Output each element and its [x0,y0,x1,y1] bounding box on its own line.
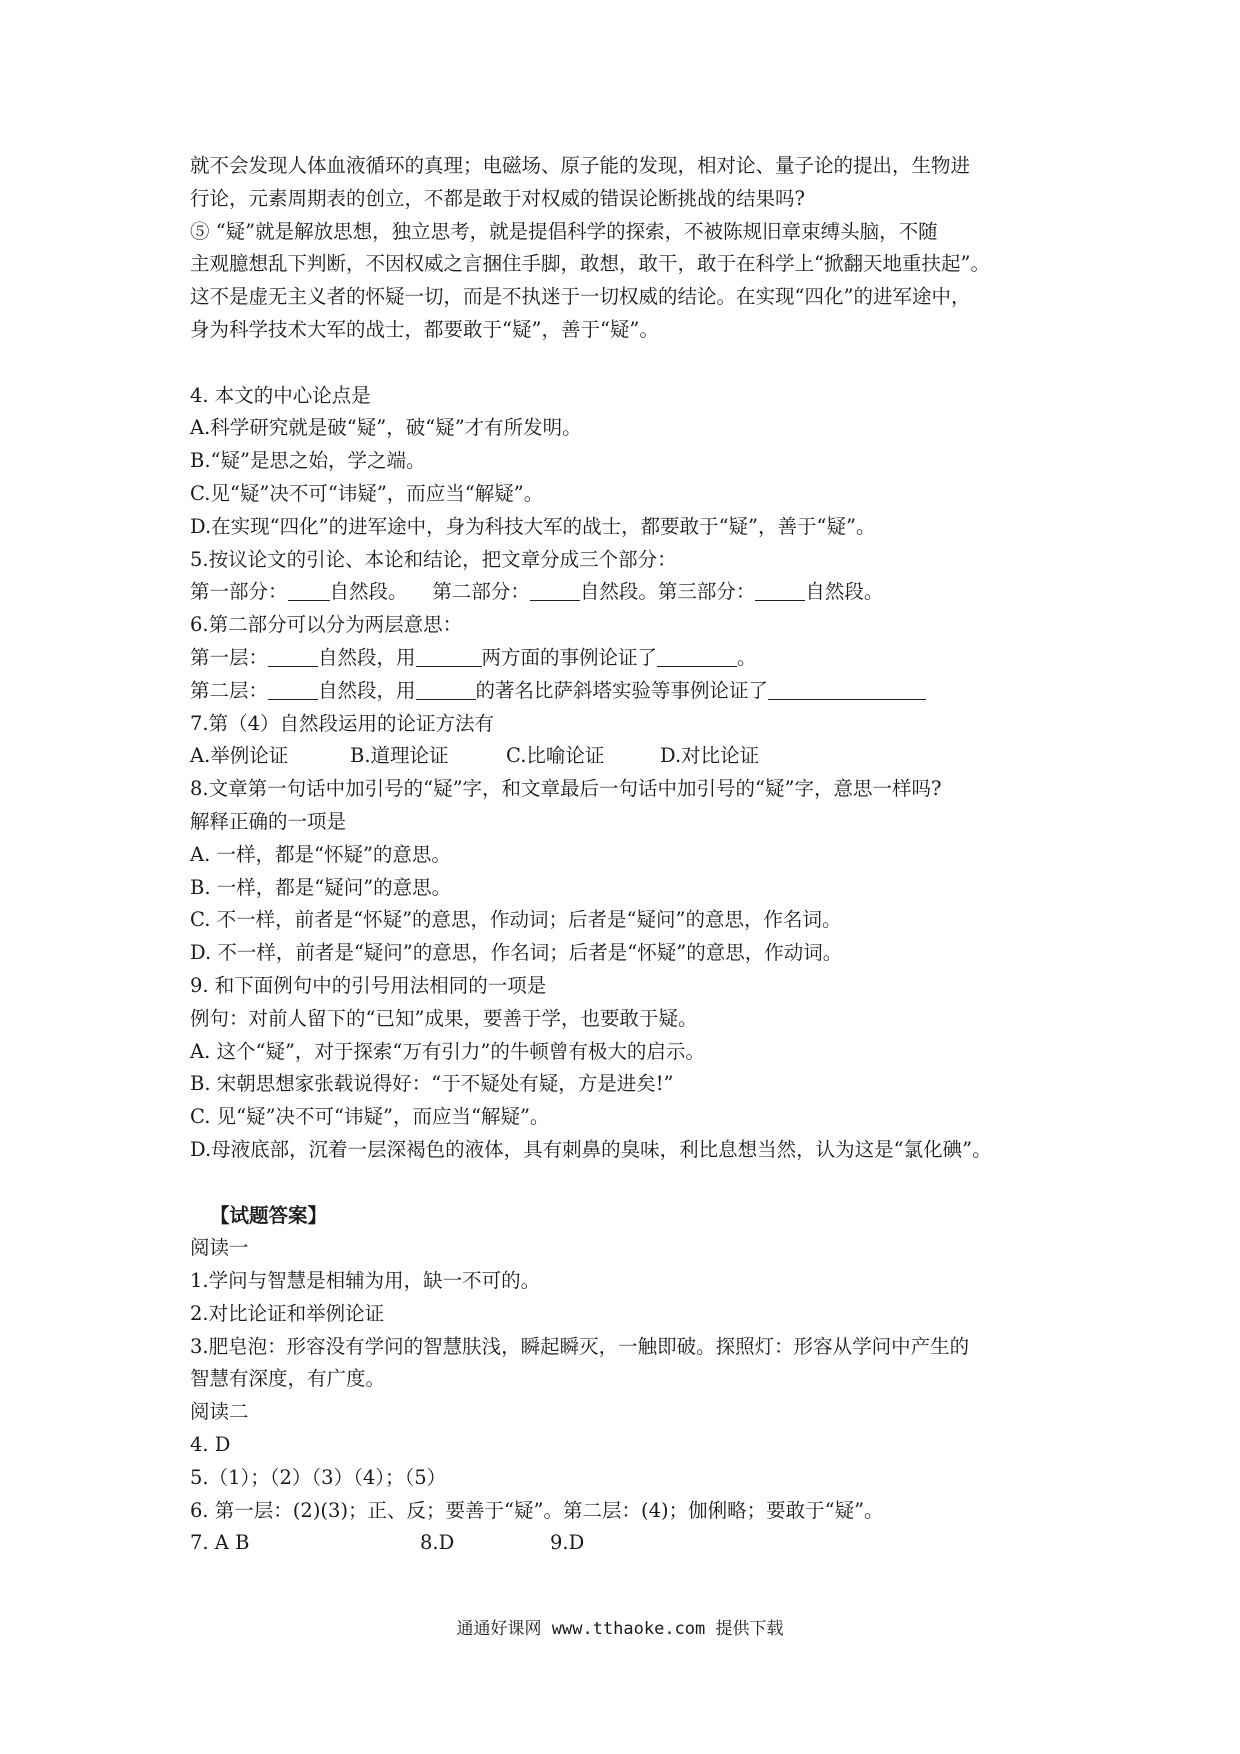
question-stem: 5.按议论文的引论、本论和结论，把文章分成三个部分： [190,547,677,571]
option-c: C. 不一样，前者是“怀疑”的意思，作动词；后者是“疑问”的意思，作名词。 [190,908,842,932]
answer-key [190,1200,1070,1561]
answer-blank[interactable] [755,580,805,601]
answer-blank[interactable] [768,679,926,700]
option-a: A. 一样，都是“怀疑”的意思。 [190,842,451,866]
question-stem: 7.第（4）自然段运用的论证方法有 [190,711,495,735]
question-9 [190,970,1070,1167]
answer-blank[interactable] [268,646,318,667]
answer-item: 7. A B [190,1531,250,1555]
question-stem-cont: 解释正确的一项是 [190,809,347,833]
answer-blank[interactable] [530,580,580,601]
answer-blank[interactable] [416,679,476,700]
answer-blank[interactable] [268,679,318,700]
option-c: C. 见“疑”决不可“讳疑”，而应当“解疑”。 [190,1105,550,1129]
section-label: 阅读二 [190,1400,249,1424]
spacer [190,1167,1070,1200]
option-c: C.比喻论证 [506,744,605,768]
passage-line: ⑤ “疑”就是解放思想，独立思考，就是提倡科学的探索，不被陈规旧章束缚头脑，不随 [190,219,938,243]
fill-in-line [190,576,1070,609]
part-suffix: 自然段。 [329,580,408,604]
answer-blank[interactable] [657,646,737,667]
option-d: D.在实现“四化”的进军途中，身为科技大军的战士，都要敢于“疑”，善于“疑”。 [190,514,876,538]
question-stem: 4. 本文的中心论点是 [190,383,371,407]
question-stem: 8.文章第一句话中加引号的“疑”字，和文章最后一句话中加引号的“疑”字，意思一样吗? [190,777,942,801]
question-7 [190,708,1070,774]
option-c: C.见“疑”决不可“讳疑”，而应当“解疑”。 [190,481,544,505]
option-b: B. 宋朝思想家张载说得好：“于不疑处有疑，方是进矣!” [190,1072,674,1096]
passage-line: 主观臆想乱下判断，不因权威之言捆住手脚，敢想，敢干，敢于在科学上“掀翻天地重扶起”。 [190,252,990,276]
layer-label: 第一层： [190,645,269,669]
example-sentence: 例句：对前人留下的“已知”成果，要善于学，也要敢于疑。 [190,1006,698,1030]
answer-item: 8.D [420,1531,455,1555]
option-b: B.道理论证 [350,744,449,768]
part-suffix: 自然段。 [805,580,884,604]
answer-item: 5.（1）；（2）（3）（4）；（5） [190,1465,447,1489]
spacer [190,347,1070,380]
layer-text: 。 [737,645,757,669]
part-label: 第一部分： [190,580,288,604]
layer-text: 两方面的事例论证了 [481,645,658,669]
answer-item: 4. D [190,1433,231,1457]
layer-text: 的著名比萨斜塔实验等事例论证了 [475,678,769,702]
layer-text: 自然段，用 [318,645,416,669]
question-stem: 9. 和下面例句中的引号用法相同的一项是 [190,973,547,997]
question-4 [190,380,1070,544]
option-row [190,740,1070,773]
option-a: A. 这个“疑”，对于探索“万有引力”的牛顿曾有极大的启示。 [190,1039,705,1063]
option-d: D.对比论证 [660,744,760,768]
option-d: D. 不一样，前者是“疑问”的意思，作名词；后者是“怀疑”的意思，作动词。 [190,941,843,965]
option-b: B.“疑”是思之始，学之端。 [190,449,426,473]
passage-line: 行论，元素周期表的创立，不都是敢于对权威的错误论断挑战的结果吗? [190,186,805,210]
question-6 [190,609,1070,707]
answer-item: 2.对比论证和举例论证 [190,1301,385,1325]
answer-row [190,1527,1070,1560]
passage-line: 这不是虚无主义者的怀疑一切，而是不执迷于一切权威的结论。在实现“四化”的进军途中， [190,285,971,309]
option-b: B. 一样，都是“疑问”的意思。 [190,875,452,899]
layer-text: 自然段，用 [318,678,416,702]
question-5 [190,544,1070,610]
answers-heading: 【试题答案】 [210,1203,328,1227]
question-8 [190,773,1070,970]
option-a: A.举例论证 [190,744,289,768]
option-d: D.母液底部，沉着一层深褐色的液体，具有刺鼻的臭味，利比息想当然，认为这是“氯化碘”。 [190,1137,992,1161]
section-label: 阅读一 [190,1236,249,1260]
passage-line: 身为科学技术大军的战士，都要敢于“疑”，善于“疑”。 [190,317,659,341]
layer-label: 第二层： [190,678,269,702]
answer-item: 智慧有深度，有广度。 [190,1367,386,1391]
answer-blank[interactable] [416,646,482,667]
answer-item: 1.学问与智慧是相辅为用，缺一不可的。 [190,1269,541,1293]
option-a: A.科学研究就是破“疑”，破“疑”才有所发明。 [190,416,582,440]
answer-item: 9.D [550,1531,585,1555]
fill-in-line [190,642,1070,675]
part-suffix: 自然段。第三部分： [579,580,756,604]
part-label: 第二部分： [432,580,530,604]
question-stem: 6.第二部分可以分为两层意思： [190,613,463,637]
page-footer: 通通好课网 www.tthaoke.com 提供下载 [456,1619,784,1639]
answer-blank[interactable] [288,580,330,601]
answer-item: 6. 第一层：(2)(3)；正、反；要善于“疑”。第二层：(4)；伽俐略；要敢于“疑”。 [190,1498,884,1522]
fill-in-line [190,675,1070,708]
document-body [190,150,1070,1560]
passage-line: 就不会发现人体血液循环的真理；电磁场、原子能的发现，相对论、量子论的提出，生物进 [190,154,971,177]
answer-item: 3.肥皂泡：形容没有学问的智慧肤浅，瞬起瞬灭，一触即破。探照灯：形容从学问中产生的 [190,1334,970,1358]
passage [190,150,1070,347]
